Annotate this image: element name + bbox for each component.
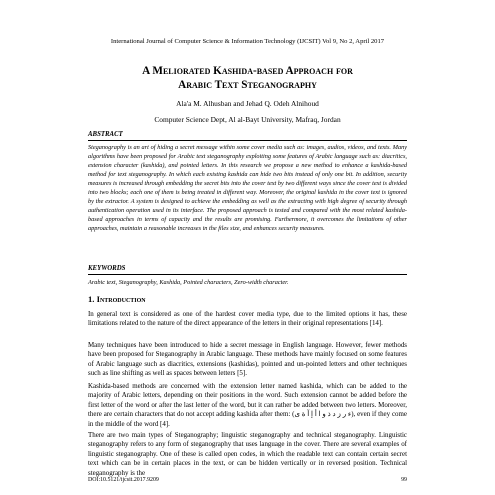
abstract-body: Steganography is an art of hiding a secret message within some cover media such as: images, audios, videos, and texts. Many algorithms have been proposed for Arabic text steganography exploiting some features of Arabic language such as: diacritics, extension character (kashida), and pointed letters. In this research we propose a new method to enhance a kashida-based method for text steganography. In which each existing kashida can hide two bits instead of only one bit. In addition, security measures is increased through embedding the secret bits into the cover text by two different ways since the cover text is divided into two blocks; each one of them is being treated in different way. Moreover, the original kashida in the cover text is ignored by the extractor. A system is designed to achieve the embedding as well as the extracting with high degree of security through authentication operation used in its interface. The proposed approach is tested and compared with the most related kashida-based approaches in terms of capacity and the results are promising. Furthermore, it overcomes the limitations of other approaches, maintain a reasonable increases in the files size, and enhances security measures. xyxy=(88,144,407,233)
keywords-heading: KEYWORDS xyxy=(88,265,126,272)
doi-label: DOI:10.5121/ijcsit.2017.9209 xyxy=(88,477,159,483)
author-list: Ala'a M. Alhusban and Jehad Q. Odeh Alnihoud xyxy=(176,99,319,108)
intro-paragraph-2: Many techniques have been introduced to hide a secret message in English language. However, fewer methods have been proposed for Steganography in Arabic language. These methods have mainly focused on some features of Arabic language such as diacritics, extensions (kashidas), pointed and un-pointed letters and other techniques such as line shifting as well as spaces between letters [5]. xyxy=(88,341,407,378)
title-line-2: Arabic Text Steganography xyxy=(178,79,317,91)
introduction-heading: 1. Introduction xyxy=(88,294,146,304)
keywords-body: Arabic text, Steganography, Kashida, Pointed characters, Zero-width character. xyxy=(88,279,289,286)
author-affiliation: Computer Science Dept, Al al-Bayt University, Mafraq, Jordan xyxy=(154,115,341,124)
intro-paragraph-1: In general text is considered as one of the hardest cover media type, due to the limited options it has, these limitations related to the nature of the direct appearance of the letters in their original representations [14]. xyxy=(88,310,407,328)
intro-paragraph-4: There are two main types of Steganography; linguistic steganography and technical steganography. Linguistic steganography refers to any form of steganography that uses language in the cover. There are several examples of linguistic steganography. One of these is called open codes, in which the readable text can contain certain secret text which can be in certain places in the text, or can be hidden vertically or in reversed position. Technical steganography is the xyxy=(88,431,407,477)
paper-title xyxy=(60,64,435,92)
keywords-divider xyxy=(88,274,407,275)
intro-paragraph-3: Kashida-based methods are concerned with the extension letter named kashida, which can be added to the majority of Arabic letters, depending on their positions in the word. Such extension cannot be added before the first letter of the word or after the last letter of the word, but it can rather be added between two letters. Moreover, there are certain characters that do not accept adding kashida after them: (ء ر ز د ذ و ا أ إ آ ة ى), even if they come in the middle of the word [4]. xyxy=(88,382,407,428)
page-number: 99 xyxy=(401,477,407,483)
title-line-1: A Meliorated Kashida-based Approach for xyxy=(142,65,353,77)
abstract-heading: ABSTRACT xyxy=(88,131,123,138)
abstract-divider xyxy=(88,140,407,141)
journal-running-header: International Journal of Computer Science & Information Technology (IJCSIT) Vol 9, No 2, April 2017 xyxy=(110,38,385,45)
